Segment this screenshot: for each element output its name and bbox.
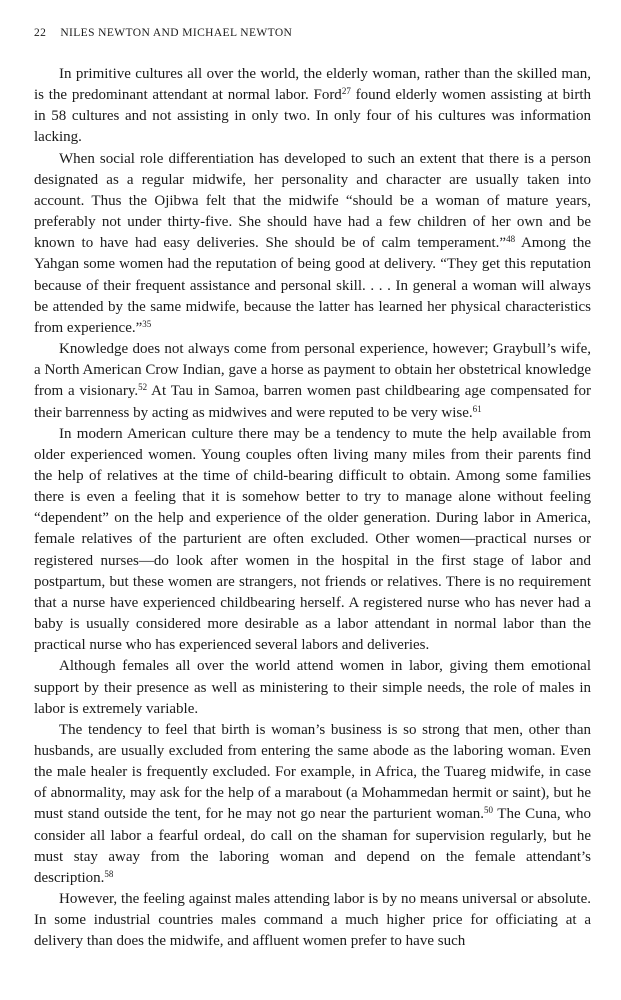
paragraph bbox=[34, 64, 591, 149]
paragraph bbox=[34, 339, 591, 424]
text-run: In primitive cultures all over the world, the elderly woman, rather than the skilled man, is the predominant attendant at normal labor. Ford bbox=[34, 66, 591, 104]
footnote-ref: 48 bbox=[506, 234, 516, 245]
footnote-ref: 61 bbox=[472, 403, 482, 414]
footnote-ref: 50 bbox=[484, 805, 494, 816]
footnote-ref: 58 bbox=[104, 868, 114, 879]
text-run: The Cuna, who consider all labor a fearful ordeal, do call on the shaman for supervision regularly, but he must stay away from the laboring woman and depend on the female attendant’s description. bbox=[34, 806, 591, 886]
text-run: Although females all over the world attend women in labor, giving them emotional support by their presence as well as ministering to their simple needs, the role of males in labor is extremely variable. bbox=[34, 658, 591, 717]
text-run: When social role differentiation has developed to such an extent that there is a person designated as a regular midwife, her personality and character are usually taken into account. Thus the Ojibwa felt that the midwife “should be a woman of mature years, preferably not under thirty-five. She should have had a few children of her own and be known to have had easy deliveries. She should be of calm temperament.” bbox=[34, 150, 591, 252]
running-head bbox=[34, 27, 292, 39]
paragraph bbox=[34, 656, 591, 719]
paragraph bbox=[34, 889, 591, 952]
paragraph bbox=[34, 424, 591, 657]
text-run: However, the feeling against males attending labor is by no means universal or absolute. In some industrial countries males command a much higher price for officiating at a delivery than does the midwife, and affluent women prefer to have such bbox=[34, 891, 591, 950]
body-text bbox=[34, 64, 591, 953]
page-number: 22 bbox=[34, 27, 47, 39]
text-run: Among the Yahgan some women had the reputation of being good at delivery. “They get this reputation because of their frequent assistance and personal skill. . . . In general a woman will always be attended by the same midwife, because the latter has learned her physical characteristics from experience.” bbox=[34, 235, 591, 336]
running-head-title: NILES NEWTON AND MICHAEL NEWTON bbox=[60, 27, 293, 39]
footnote-ref: 27 bbox=[341, 86, 351, 97]
footnote-ref: 35 bbox=[142, 318, 152, 329]
footnote-ref: 52 bbox=[138, 382, 148, 393]
paragraph bbox=[34, 149, 591, 339]
text-run: found elderly women assisting at birth in 58 cultures and not assisting in only two. In only four of his cultures was information lacking. bbox=[34, 87, 591, 146]
text-run: Knowledge does not always come from personal experience, however; Graybull’s wife, a North American Crow Indian, gave a horse as payment to obtain her obstetrical knowledge from a visionary. bbox=[34, 341, 591, 400]
text-run: The tendency to feel that birth is woman’s business is so strong that men, other than husbands, are usually excluded from entering the same abode as the laboring woman. Even the male healer is frequently excluded. For example, in Africa, the Tuareg midwife, in case of abnormality, may ask for the help of a marabout (a Mohammedan hermit or saint), but he must stand outside the tent, for he may not go near the parturient woman. bbox=[34, 721, 591, 823]
text-run: In modern American culture there may be a tendency to mute the help available from older experienced women. Young couples often living many miles from their parents find the help of relatives at the time of child-bearing difficult to obtain. Among some families there is even a feeling that it is somehow better to try to manage alone without feeling “dependent” on the help and experience of the older generation. During labor in America, female relatives of the parturient are often excluded. Other women—practical nurses or registered nurses—do look after women in the hospital in the first stage of labor and postpartum, but these women are strangers, not friends or relatives. There is no requirement that a nurse have experienced childbearing herself. A registered nurse who has never had a baby is usually considered more desirable as a labor attendant in normal labor than the practical nurse who has experienced several labors and deliveries. bbox=[34, 425, 591, 654]
paragraph bbox=[34, 720, 591, 889]
text-run: At Tau in Samoa, barren women past childbearing age compensated for their barrenness by acting as midwives and were reputed to be very wise. bbox=[34, 383, 591, 421]
